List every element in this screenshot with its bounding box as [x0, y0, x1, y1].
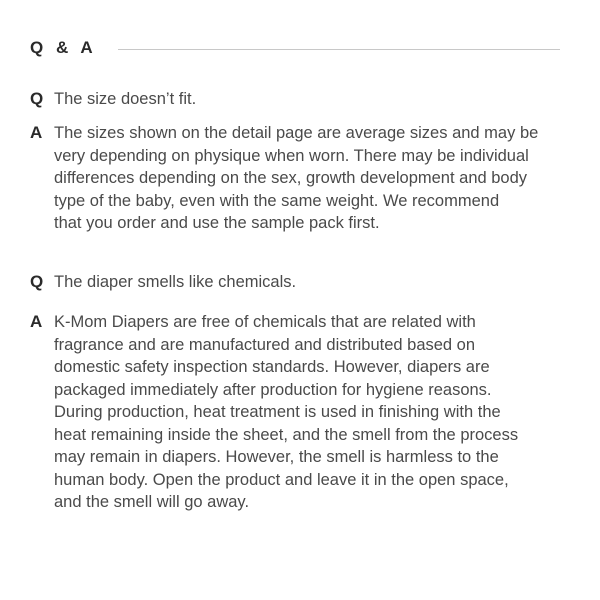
answer-line: type of the baby, even with the same weight. We recommend: [54, 191, 500, 210]
answer-line: K-Mom Diapers are free of chemicals that are related with: [54, 313, 476, 331]
answer-line: and the smell will go away.: [54, 493, 250, 511]
question-text: The size doesn’t fit.: [54, 90, 197, 108]
answer-line: very depending on physique when worn. There may be individual: [54, 146, 529, 165]
question-1: [30, 88, 575, 111]
answer-line: During production, heat treatment is used in finishing with the: [54, 403, 501, 421]
answer-1: [30, 122, 575, 235]
answer-line: heat remaining inside the sheet, and the smell from the process: [54, 425, 519, 444]
qa-header: [30, 36, 560, 60]
header-divider: [118, 49, 560, 50]
answer-marker: A: [30, 123, 43, 142]
answer-line: domestic safety inspection standards. However, diapers are: [54, 358, 490, 376]
answer-text: [54, 122, 538, 235]
answer-marker: A: [30, 312, 43, 331]
answer-line: The sizes shown on the detail page are average sizes and may be: [54, 124, 539, 142]
answer-line: fragrance and are manufactured and distributed based on: [54, 335, 476, 354]
answer-line: that you order and use the sample pack first.: [54, 214, 380, 232]
section-title: Q & A: [30, 38, 97, 57]
question-marker: Q: [30, 272, 44, 291]
question-text: The diaper smells like chemicals.: [54, 273, 297, 291]
answer-2: [30, 311, 575, 514]
question-2: [30, 271, 575, 294]
answer-line: human body. Open the product and leave it in the open space,: [54, 470, 509, 489]
answer-line: may remain in diapers. However, the smell is harmless to the: [54, 448, 499, 466]
answer-line: differences depending on the sex, growth development and body: [54, 169, 528, 187]
answer-text: [54, 311, 518, 514]
question-marker: Q: [30, 89, 44, 108]
answer-line: packaged immediately after production for hygiene reasons.: [54, 380, 492, 399]
